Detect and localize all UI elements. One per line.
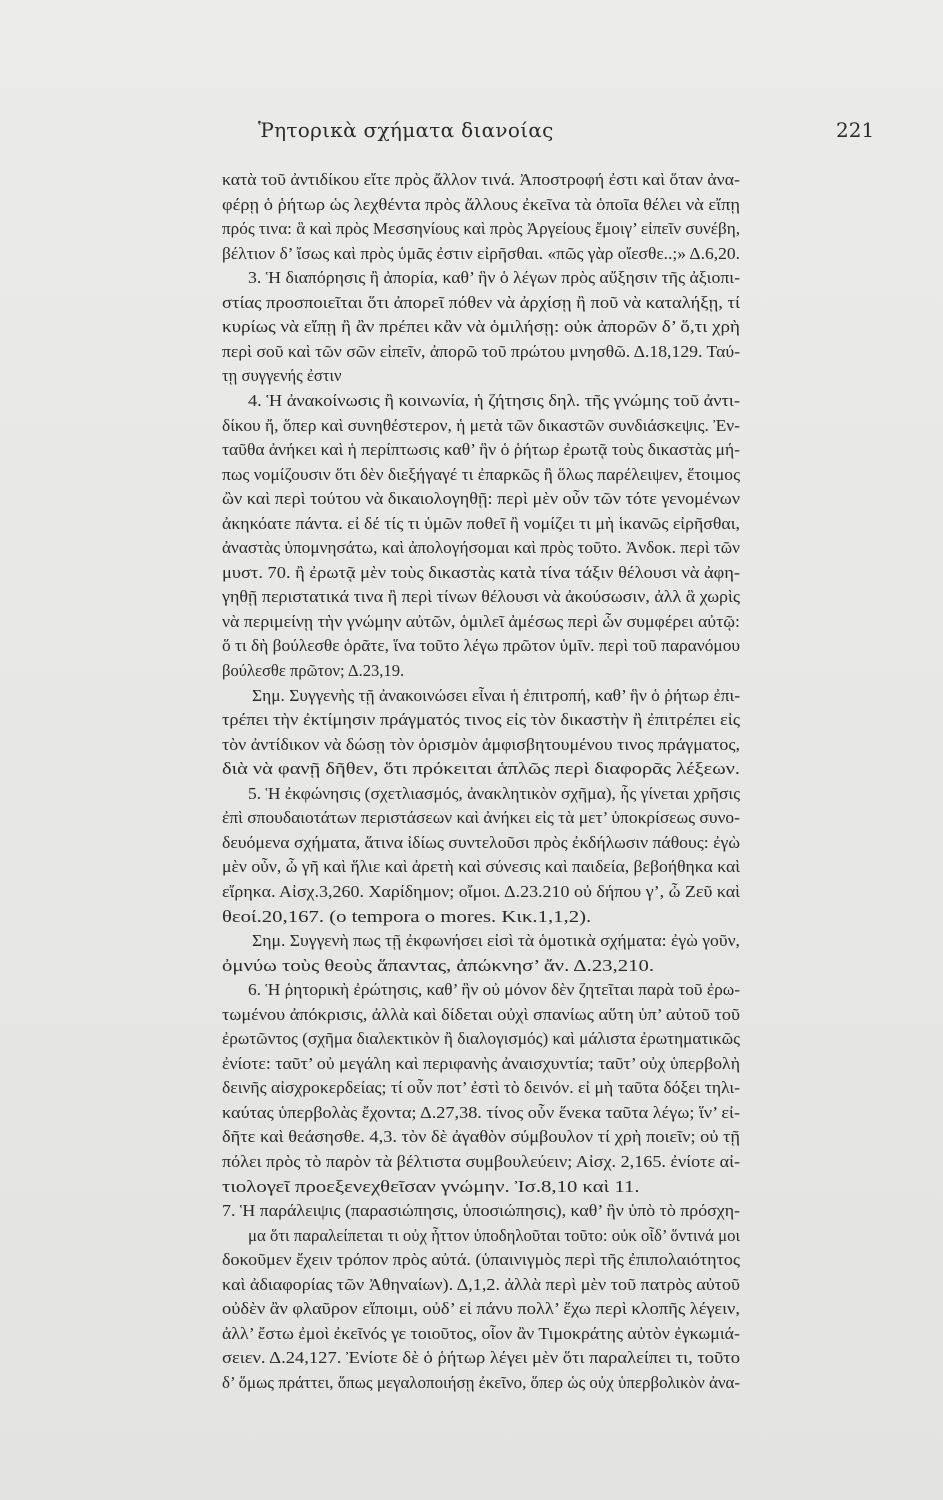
text-line: ἐνίοτε: ταῦτ’ οὐ μεγάλη καὶ περιφανὴς ἀναισχυντία; ταῦτ’ οὐχ ὑπερβολὴ <box>222 1053 741 1073</box>
running-title: Ῥητορικὰ σχήματα διανοίας <box>258 118 554 142</box>
text-line: δευόμενα σχήματα, ἅτινα ἰδίως συντελοῦσι πρὸς ἐκδήλωσιν πάθους: ἐγὼ <box>222 832 741 852</box>
text-line: τρέπει τὴν ἐκτίμησιν πράγματός τινος εἰς τὸν δικαστὴν ἢ ἐπιτρέπει εἰς <box>222 710 741 730</box>
text-line: τὸν ἀντίδικον νὰ δώσῃ τὸν ὁρισμὸν ἀμφισβητουμένου τινος πράγματος, <box>222 734 740 754</box>
text-line: φέρῃ ὁ ῥήτωρ ὡς λεχθέντα πρὸς ἄλλους ἐκεῖνα τὰ ὁποῖα θέλει νὰ εἴπῃ <box>222 194 740 214</box>
text-line: εἴρηκα. Αἰσχ.3,260. Χαρίδημον; οἴμοι. Δ.23.210 οὐ δήπου γ’, ὦ Ζεῦ καὶ <box>222 881 741 901</box>
text-line: 3. Ἡ διαπόρησις ἢ ἀπορία, καθ’ ἣν ὁ λέγων πρὸς αὔξησιν τῆς ἀξιοπι- <box>248 268 741 288</box>
text-line: 4. Ἡ ἀνακοίνωσις ἢ κοινωνία, ἡ ζήτησις δηλ. τῆς γνώμης τοῦ ἀντι- <box>248 390 740 410</box>
text-line: ἐρωτῶντος (σχῆμα διαλεκτικὸν ἢ διαλογισμός) καὶ μάλιστα ἐρωτηματικῶς <box>222 1029 740 1049</box>
text-line: διὰ νὰ φανῇ δῆθεν, ὅτι πρόκειται ἁπλῶς περὶ διαφορᾶς λέξεων. <box>222 759 740 779</box>
text-line: γηθῇ περιστατικά τινα ἢ περὶ τίνων θέλουσι νὰ ἀκούσωσιν, ἀλλ ἃ χωρὶς <box>222 587 740 607</box>
text-line: ταῦθα ἀνήκει καὶ ἡ περίπτωσις καθ’ ἣν ὁ ῥήτωρ ἐρωτᾷ τοὺς δικαστὰς μή- <box>222 440 740 460</box>
text-line: δεινῆς αἰσχροκερδείας; τί οὖν ποτ’ ἐστὶ τὸ δεινόν. εἰ μὴ ταῦτα δόξει τηλι- <box>222 1078 741 1098</box>
text-line: ἐπὶ σπουδαιοτάτων περιστάσεων καὶ ἀνήκει εἰς τὰ μετ’ ὑποκρίσεως συνο- <box>222 808 740 828</box>
text-line: καύτας ὑπερβολὰς ἔχοντα; Δ.27,38. τίνος οὖν ἕνεκα ταῦτα λέγω; ἵν’ εἰ- <box>222 1102 741 1122</box>
text-line: βούλεσθε πρῶτον; Δ.23,19. <box>222 661 405 680</box>
text-line: θεοί.20,167. (o tempora o mores. Κικ.1,1,2). <box>222 906 592 926</box>
text-line: τιολογεῖ προεξενεχθεῖσαν γνώμην. Ἰσ.8,10 καὶ 11. <box>222 1176 640 1196</box>
text-line: βέλτιον δ’ ἴσως καὶ πρὸς ὑμᾶς ἐστιν εἰρῆσθαι. «πῶς γὰρ οἴεσθε..;» Δ.6,20. <box>222 243 740 263</box>
text-line: 5. Ἡ ἐκφώνησις (σχετλιασμός, ἀνακλητικὸν σχῆμα), ἧς γίνεται χρῆσις <box>248 783 741 803</box>
text-line: πόλει πρὸς τὸ παρὸν τὰ βέλτιστα συμβουλεύειν; Αἰσχ. 2,165. ἐνίοτε αἰ- <box>222 1152 741 1171</box>
text-line: μὲν οὖν, ὦ γῆ καὶ ἥλιε καὶ ἀρετὴ καὶ σύνεσις καὶ παιδεία, βεβοήθηκα καὶ <box>222 857 741 877</box>
text-line: τῃ συγγενής ἐστιν <box>222 366 342 386</box>
text-line: μα ὅτι παραλείπεται τι οὐχ ἧττον ὑποδηλοῦται τοῦτο: οὐκ οἶδ’ ὅντινά μοι <box>248 1225 740 1245</box>
text-line: οὐδὲν ἂν φλαῦρον εἴποιμι, οὐδ’ εἰ πάνυ πολλ’ ἔχω περὶ κλοπῆς λέγειν, <box>222 1299 741 1319</box>
text-line: καὶ ἀδιαφορίας τῶν Ἀθηναίων). Δ,1,2. ἀλλὰ περὶ μὲν τοῦ πατρὸς αὐτοῦ <box>222 1274 740 1294</box>
text-line: Σημ. Συγγενὴ πως τῇ ἐκφωνήσει εἰσὶ τὰ ὁμοτικὰ σχήματα: ἐγὼ γοῦν, <box>252 931 740 951</box>
text-line: κατὰ τοῦ ἀντιδίκου εἴτε πρὸς ἄλλον τινά. Ἀποστροφή ἐστι καὶ ὅταν ἀνα- <box>222 170 740 189</box>
text-line: ἀναστὰς ὑπομνησάτω, καὶ ἀπολογήσομαι καὶ πρὸς τοῦτο. Ἀνδοκ. περὶ τῶν <box>222 538 740 558</box>
text-line: περὶ σοῦ καὶ τῶν σῶν εἰπεῖν, ἀπορῶ τοῦ πρώτου μνησθῶ. Δ.18,129. Ταύ- <box>222 341 741 361</box>
text-line: 7. Ἡ παράλειψις (παρασιώπησις, ὑποσιώπησις), καθ’ ἣν ὑπὸ τὸ πρόσχη- <box>222 1201 741 1221</box>
text-line: μυστ. 70. ἢ ἐρωτᾷ μὲν τοὺς δικαστὰς κατὰ τίνα τάξιν θέλουσι νὰ ἀφη- <box>222 562 741 582</box>
text-line: κυρίως νὰ εἴπῃ ἢ ἂν πρέπει κἂν νὰ ὁμιλήσῃ: οὐκ ἀπορῶν δ’ ὅ,τι χρὴ <box>222 317 741 337</box>
text-line: δοκοῦμεν ἔχειν τρόπον πρὸς αὐτά. (ὑπαινιγμὸς περὶ τῆς ἐπιπολαιότητος <box>222 1250 740 1270</box>
text-line: τωμένου ἀπόκρισις, ἀλλὰ καὶ δίδεται οὐχὶ σπανίως αὕτη ὑπ’ αὐτοῦ τοῦ <box>222 1004 740 1024</box>
text-line: ὅ τι δὴ βούλεσθε ὁρᾶτε, ἵνα τοῦτο λέγω πρῶτον ὑμῖν. περὶ τοῦ παρανόμου <box>222 636 741 656</box>
text-line: ὢν καὶ περὶ τούτου νὰ δικαιολογηθῇ: περὶ μὲν οὖν τῶν τότε γενομένων <box>222 489 740 509</box>
text-line: στίας προσποιεῖται ὅτι ἀπορεῖ πόθεν νὰ ἀρχίσῃ ἢ ποῦ νὰ καταλήξῃ, τί <box>222 292 740 312</box>
text-line: ἀκηκόατε πάντα. εἰ δέ τίς τι ὑμῶν ποθεῖ ἢ νομίζει τι μὴ ἱκανῶς εἰρῆσθαι, <box>222 513 740 533</box>
text-line: σειεν. Δ.24,127. Ἐνίοτε δὲ ὁ ῥήτωρ λέγει μὲν ὅτι παραλείπει τι, τοῦτο <box>222 1348 740 1368</box>
page-header <box>0 118 943 148</box>
text-line: δῆτε καὶ θεάσησθε. 4,3. τὸν δὲ ἀγαθὸν σύμβουλον τί χρὴ ποιεῖν; οὐ τῇ <box>222 1127 740 1147</box>
text-line: πως νομίζουσιν ὅτι δὲν διεξήγαγέ τι ἐπαρκῶς ἢ ὅλως παρέλειψεν, ἕτοιμος <box>222 464 741 484</box>
text-line: πρός τινα: ἃ καὶ πρὸς Μεσσηνίους καὶ πρὸς Ἀργείους ἔμοιγ’ εἰπεῖν συνέβη, <box>222 219 740 239</box>
text-line: δίκου ἤ, ὅπερ καὶ συνηθέστερον, ἡ μετὰ τῶν δικαστῶν συνδιάσκεψις. Ἐν- <box>222 415 741 435</box>
text-line: Σημ. Συγγενὴς τῇ ἀνακοινώσει εἶναι ἡ ἐπιτροπή, καθ’ ἣν ὁ ῥήτωρ ἐπι- <box>252 685 741 705</box>
page-number: 221 <box>836 118 875 142</box>
text-line: 6. Ἡ ῥητορικὴ ἐρώτησις, καθ’ ἣν οὐ μόνον δὲν ζητεῖται παρὰ τοῦ ἐρω- <box>248 980 741 1000</box>
text-line: ἀλλ’ ἔστω ἐμοὶ ἐκεῖνός γε τοιοῦτος, οἷον ἂν Τιμοκράτης αὐτὸν ἐγκωμιά- <box>222 1323 741 1343</box>
text-line: δ’ ὅμως πράττει, ὅπως μεγαλοποιήσῃ ἐκεῖνο, ὅπερ ὡς οὐχ ὑπερβολικὸν ἀνα- <box>222 1372 740 1392</box>
text-line: νὰ περιμείνῃ τὴν γνώμην αὐτῶν, ὁμιλεῖ ἀμέσως περὶ ὧν συμφέρει αὐτῷ: <box>222 611 740 631</box>
text-line: ὀμνύω τοὺς θεοὺς ἅπαντας, ἀπώκνησ’ ἄν. Δ.23,210. <box>222 955 655 975</box>
